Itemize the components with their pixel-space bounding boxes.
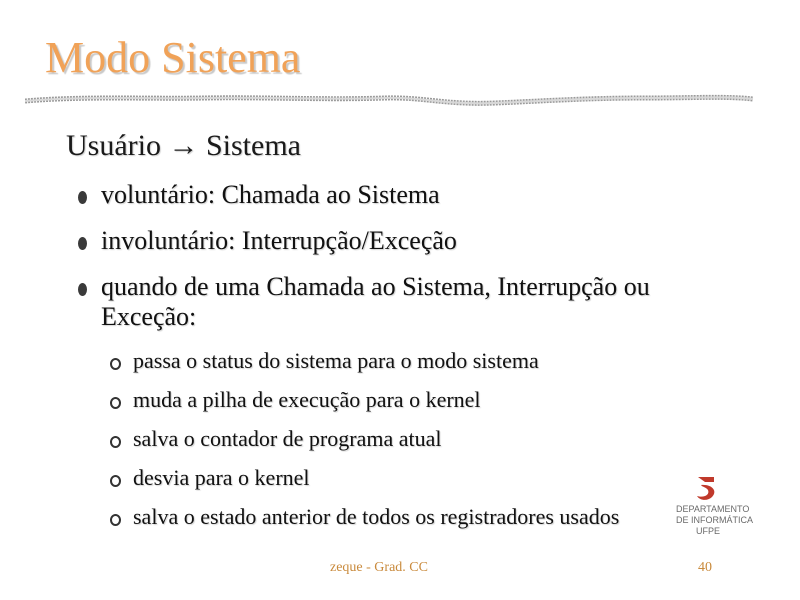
page-number: 40 bbox=[698, 560, 712, 575]
bullet-dot-icon bbox=[78, 237, 87, 250]
list-item bbox=[76, 226, 736, 256]
logo-text-line: DE INFORMÁTICA bbox=[676, 515, 754, 525]
sub-list-item bbox=[108, 504, 728, 530]
department-logo-mark-icon bbox=[692, 474, 722, 504]
slide-title: Modo Sistema bbox=[45, 33, 301, 82]
hollow-bullet-icon bbox=[110, 514, 121, 526]
bullet-list bbox=[76, 180, 736, 332]
bullet-dot-icon bbox=[78, 283, 87, 296]
sub-list-item bbox=[108, 387, 728, 413]
sub-bullet-text: salva o contador de programa atual bbox=[133, 426, 442, 451]
department-logo bbox=[670, 472, 754, 542]
sub-list-item bbox=[108, 426, 728, 452]
bullet-text: quando de uma Chamada ao Sistema, Interrupção ou Exceção: bbox=[101, 272, 650, 331]
hollow-bullet-icon bbox=[110, 475, 121, 487]
hollow-bullet-icon bbox=[110, 358, 121, 370]
list-item bbox=[76, 180, 736, 210]
hollow-bullet-icon bbox=[110, 436, 121, 448]
sub-list-item bbox=[108, 465, 728, 491]
hollow-bullet-icon bbox=[110, 397, 121, 409]
sub-bullet-text: desvia para o kernel bbox=[133, 465, 310, 490]
sub-bullet-text: passa o status do sistema para o modo sistema bbox=[133, 348, 539, 373]
sub-list-item bbox=[108, 348, 728, 374]
slide-heading: Usuário → Sistema bbox=[66, 129, 301, 162]
footer-author: zeque - Grad. CC bbox=[330, 560, 428, 575]
bullet-text: voluntário: Chamada ao Sistema bbox=[101, 180, 440, 209]
sub-bullet-text: muda a pilha de execução para o kernel bbox=[133, 387, 481, 412]
logo-text-line: UFPE bbox=[696, 526, 721, 536]
list-item bbox=[76, 272, 736, 332]
sub-bullet-text: salva o estado anterior de todos os registradores usados bbox=[133, 504, 620, 529]
logo-text-line: DEPARTAMENTO bbox=[676, 504, 750, 514]
bullet-dot-icon bbox=[78, 191, 87, 204]
title-underline-rule bbox=[25, 92, 755, 108]
sub-bullet-list bbox=[108, 348, 728, 543]
bullet-text: involuntário: Interrupção/Exceção bbox=[101, 226, 457, 255]
